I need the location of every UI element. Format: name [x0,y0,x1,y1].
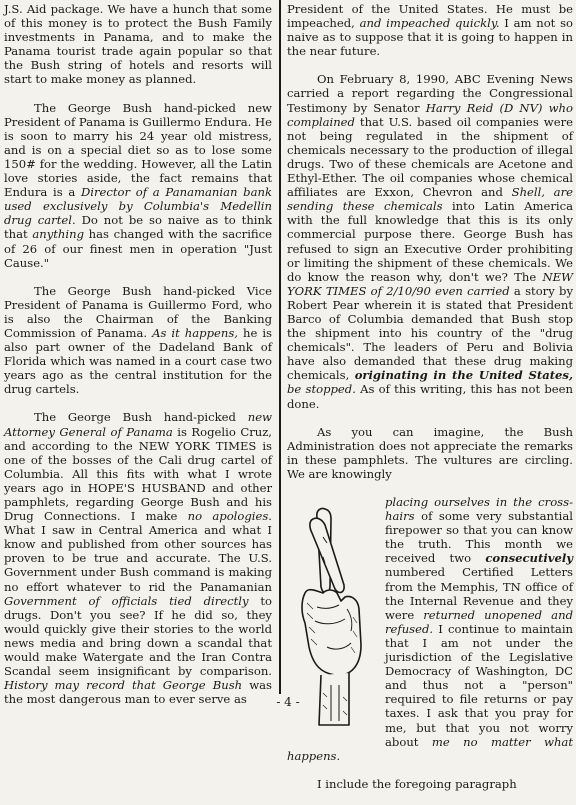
emphasis-text: originating in the United States, [354,368,574,383]
text: The George Bush hand-picked new President of Panama is Guillermo Endura. He is soon to marry his 24 year old mistress, and is on a special diet so as to lose some 150# for the wedding. However, all the Latin love stories aside, the fact remains that Endura is a [4,100,272,200]
emphasis-text: consecutively [485,551,573,566]
page-number: - 4 - [276,695,300,709]
text: As of this writing, this has not been done. [287,382,573,411]
emphasis-text: placing ourselves in the cross-hairs [385,495,573,524]
emphasis-text: me no matter what happens. [287,734,573,763]
paragraph [4,284,272,397]
text: he is also part owner of the Dadeland Bank of Florida which was named in a court case two years ago as the central institution for the drug cartels. [4,325,272,397]
emphasis-text: Director of a Panamanian bank used exclusively by Columbia's Medellin drug cartel. [4,185,272,228]
text: President of the United States. He must be impeached, [287,2,573,31]
paragraph [4,2,272,87]
emphasis-text: new Attorney General of Panama [4,410,272,439]
emphasis-text: and impeached quickly. [359,16,500,31]
text: that U.S. based oil companies were not being regulated in the shipment of chemicals necessary to the production of illegal drugs. Two of these chemicals are Acetone and Ethyl-Ether. The oil companies whose chemical affiliates are Exxon, Chevron and [287,114,573,200]
emphasis-text: Government of officials tied directly [4,593,249,608]
paragraph [287,72,573,410]
figure-block [287,495,573,791]
text: numbered Certified Letters from the Memphis, TN office of the Internal Revenue and they were [385,565,573,622]
emphasis-text: Harry Reid (D NV) who complained [287,100,573,129]
text: Do not be so naive as to think that [4,213,273,242]
text: J.S. Aid package. We have a hunch that some of this money is to protect the Bush Family investments in Panama, and to make the Panama tourist trade again popular so that the Bush string of hotels and resorts will start to make money as planned. [4,2,272,87]
text: What I saw in Central America and what I know and published from other sources has proven to be true and accurate. The U.S. Government under Bush command is making no effort whatever to rid the Panamanian [4,523,272,594]
emphasis-text: be stopped. [287,382,356,397]
emphasis-text: no apologies. [187,509,272,524]
text: into Latin America with the full knowledge that this is its only commercial purpose there. George Bush has refused to sign an Executive Order prohibiting or limiting the shipment of these chemicals. We do know the reason why, don't we? The [287,199,573,284]
text: of some very substantial firepower so that you can know the truth. This month we received two [385,509,573,566]
text: The George Bush hand-picked [34,410,248,425]
left-column [4,2,272,706]
paragraph [4,101,272,270]
text: a story by Robert Pear wherein it is stated that President Barco of Columbia demanded that Bush stop the shipment into his country of the "drug chemicals". The leaders of Peru and Bolivia have also demanded that these drug making chemicals, [287,283,573,383]
paragraph [287,777,573,791]
paragraph [287,425,573,481]
text: was the most dangerous man to ever serve as [4,678,272,707]
emphasis-text: History may record that George Bush [4,678,243,693]
text: On February 8, 1990, ABC Evening News carried a report regarding the Congressional Testimony by Senator [287,72,573,115]
emphasis-text: NEW YORK TIMES of 2/10/90 even carried [287,269,573,298]
text: is Rogelio Cruz, and according to the NEW YORK TIMES is one of the bosses of the Cali drug cartel of Columbia. All this fits with what I wrote years ago in HOPE'S HUSBAND and other pamphlets, regarding George Bush and his Drug Connections. I make [4,424,272,524]
paragraph [287,2,573,58]
column-divider [279,0,281,694]
text: The George Bush hand-picked Vice President of Panama is Guillermo Ford, who is also the Chairman of the Banking Commission of Panama. [4,283,272,340]
emphasis-text: anything [32,227,84,242]
emphasis-text: Shell, are sending these chemicals [287,185,573,214]
text: I continue to maintain that I am not under the jurisdiction of the Legislative Democracy of Washington, DC and thus not a "person" required to file returns or pay taxes. I ask that you pray for me, but that you not worry about [385,621,573,749]
emphasis-text: returned unopened and refused. [385,607,573,636]
right-column [287,2,573,805]
text: I include the foregoing paragraph [317,776,517,791]
text: As you can imagine, the Bush Administration does not appreciate the remarks in these pamphlets. The vultures are circling. We are knowingly [287,424,573,481]
text: has changed with the sacrifice of 26 of our finest men in operation "Just Cause." [4,227,272,270]
text: I am not so naive as to suppose that it is going to happen in the near future. [287,16,574,59]
emphasis-text: As it happens, [152,325,238,340]
text: to drugs. Don't you see? If he did so, they would quickly give their stories to the world news media and bring down a scandal that would make Watergate and the Iran Contra Scandal seem insignificant by comparison. [4,593,273,679]
paragraph [4,410,272,706]
